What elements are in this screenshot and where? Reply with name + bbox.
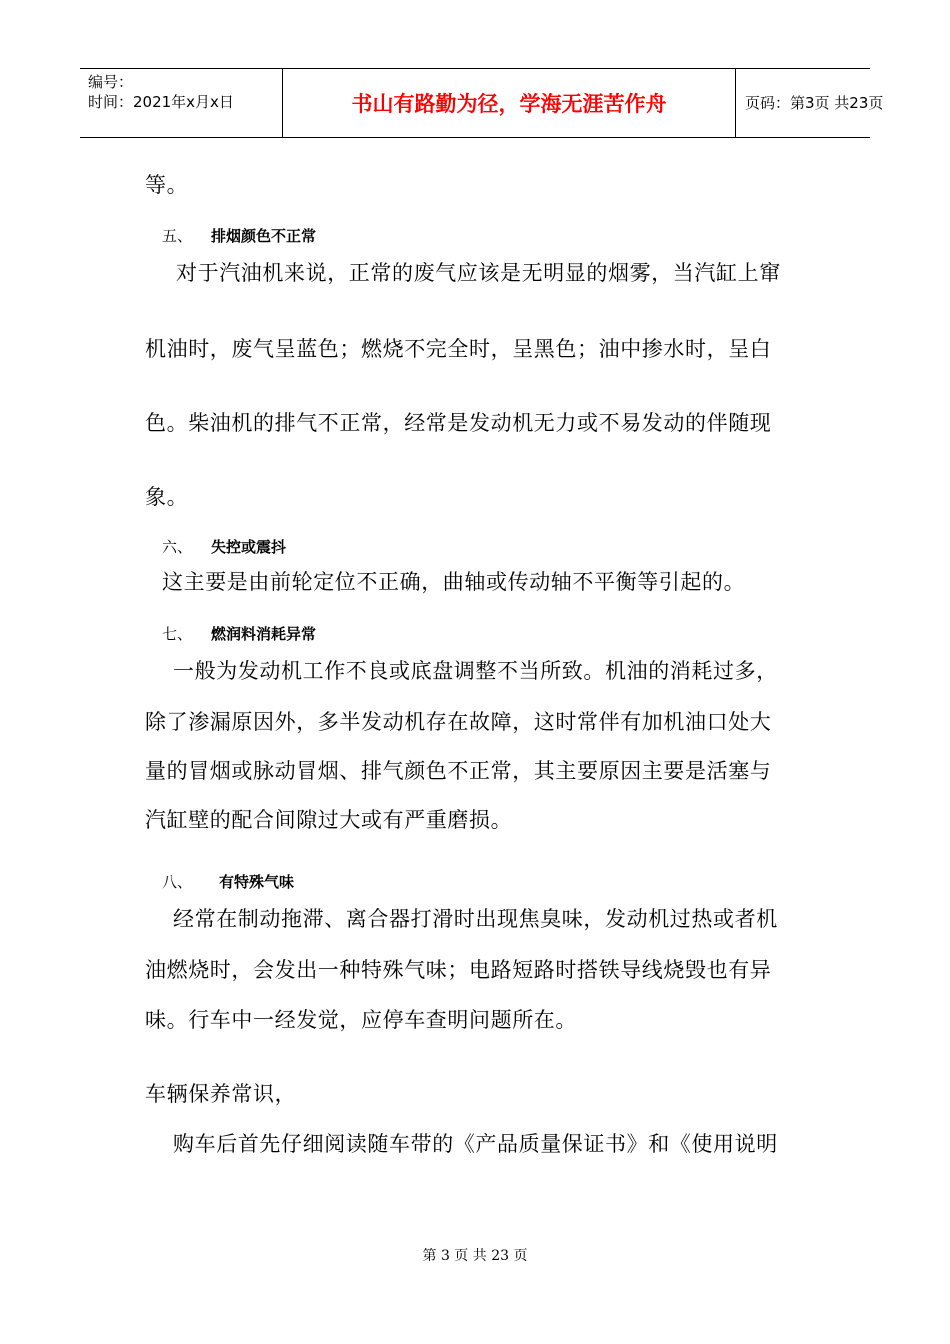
section-title: 失控或震抖 — [211, 538, 287, 556]
section-title: 排烟颜色不正常 — [211, 227, 317, 245]
text-line: 味。行车中一经发觉，应停车查明问题所在。 — [145, 1008, 577, 1032]
document-number-label: 编号： — [88, 73, 134, 91]
text-line: 汽缸壁的配合间隙过大或有严重磨损。 — [145, 808, 513, 832]
section-title: 燃润料消耗异常 — [211, 625, 317, 643]
header-page-cell — [735, 69, 884, 137]
text-line: 车辆保养常识， — [145, 1082, 297, 1106]
text-line: 一般为发动机工作不良或底盘调整不当所致。机油的消耗过多， — [173, 659, 778, 683]
document-time-label: 时间：2021年x月x日 — [88, 93, 234, 111]
section-title: 有特殊气味 — [219, 873, 295, 891]
header-page-code: 页码：第3页 共23页 — [745, 94, 884, 112]
section-number: 六、 — [162, 538, 193, 556]
text-line: 对于汽油机来说，正常的废气应该是无明显的烟雾，当汽缸上窜 — [176, 261, 781, 285]
text-line: 量的冒烟或脉动冒烟、排气颜色不正常，其主要原因主要是活塞与 — [145, 759, 772, 783]
section-number: 八、 — [162, 873, 193, 891]
text-line: 购车后首先仔细阅读随车带的《产品质量保证书》和《使用说明 — [173, 1132, 778, 1156]
text-line: 机油时，废气呈蓝色；燃烧不完全时，呈黑色；油中掺水时，呈白 — [145, 337, 772, 361]
header-motto: 书山有路勤为径，学海无涯苦作舟 — [351, 92, 667, 116]
text-line: 除了渗漏原因外，多半发动机存在故障，这时常伴有加机油口处大 — [145, 710, 772, 734]
header-meta-cell — [80, 69, 282, 137]
header-motto-cell — [282, 69, 736, 137]
text-line: 经常在制动拖滞、离合器打滑时出现焦臭味，发动机过热或者机 — [173, 907, 778, 931]
text-line: 油燃烧时，会发出一种特殊气味；电路短路时搭铁导线烧毁也有异 — [145, 958, 772, 982]
text-line: 色。柴油机的排气不正常，经常是发动机无力或不易发动的伴随现 — [145, 411, 772, 435]
text-line: 象。 — [145, 485, 189, 509]
section-number: 五、 — [162, 227, 193, 245]
text-line: 等。 — [145, 173, 189, 197]
text-line: 这主要是由前轮定位不正确，曲轴或传动轴不平衡等引起的。 — [162, 570, 746, 594]
page-footer: 第 3 页 共 23 页 — [422, 1248, 528, 1264]
section-number: 七、 — [162, 625, 193, 643]
page-header — [80, 68, 884, 138]
